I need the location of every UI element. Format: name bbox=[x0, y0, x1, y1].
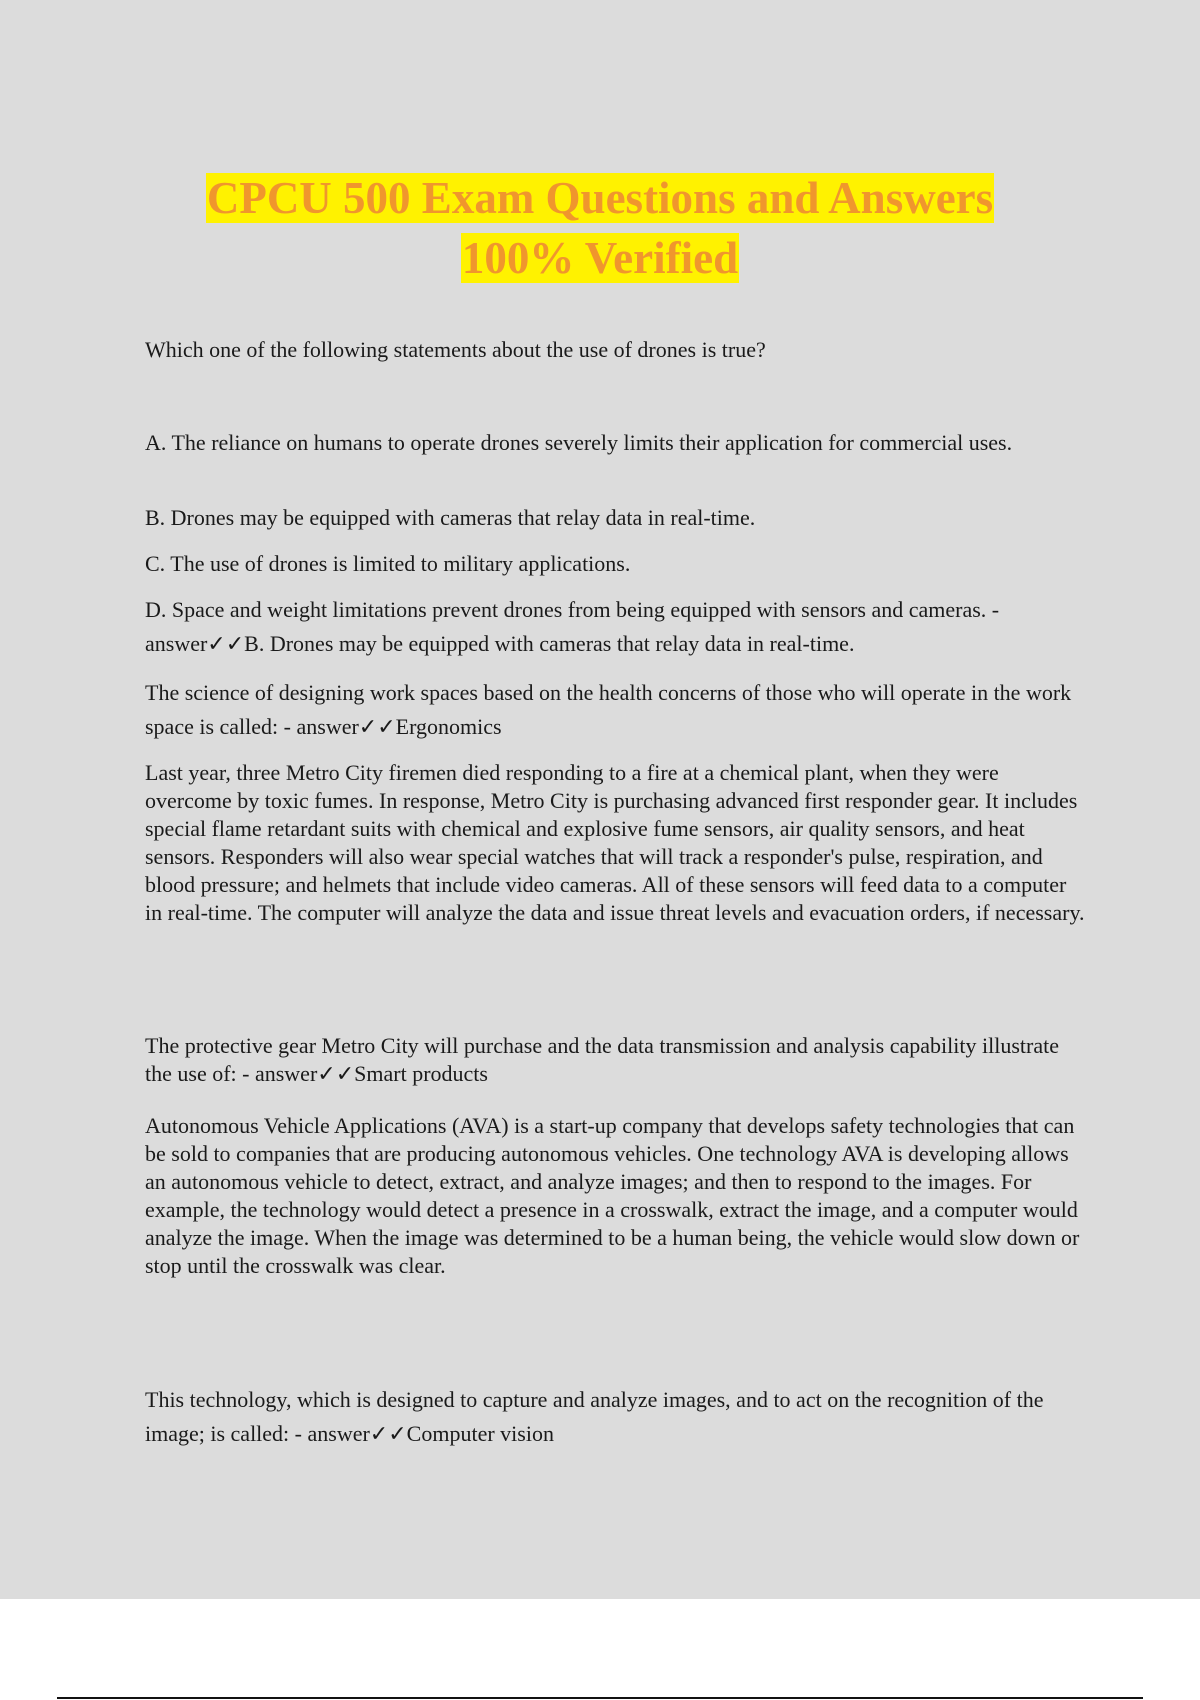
scenario-ava: Autonomous Vehicle Applications (AVA) is a start-up company that develops safety technologies that can be sold to companies that are producing autonomous vehicles. One technology AVA is developing allows an autonomous vehicle to detect, extract, and analyze images; and then to respond to the images. For example, the technology would detect a presence in a crosswalk, extract the image, and a computer would analyze the image. When the image was determined to be a human being, the vehicle would slow down or stop until the crosswalk was clear. bbox=[145, 1113, 1080, 1278]
question-3: The protective gear Metro City will purchase and the data transmission and analysis capability illustrate the use of: - answer✓✓Smart products bbox=[145, 1033, 1059, 1086]
question-1-stem: Which one of the following statements about the use of drones is true? bbox=[145, 337, 766, 362]
question-2: The science of designing work spaces based on the health concerns of those who will operate in the work space is called: - answer✓✓Ergonomics bbox=[145, 680, 1072, 739]
title-line-1: CPCU 500 Exam Questions and Answers bbox=[206, 173, 994, 223]
scenario-metro-city: Last year, three Metro City firemen died responding to a fire at a chemical plant, when they were overcome by toxic fumes. In response, Metro City is purchasing advanced first responder gear. It includes special flame retardant suits with chemical and explosive fume sensors, air quality sensors, and heat sensors. Responders will also wear special watches that will track a responder's pulse, respiration, and blood pressure; and helmets that include video cameras. All of these sensors will feed data to a computer in real-time. The computer will analyze the data and issue threat levels and evacuation orders, if necessary. bbox=[145, 760, 1085, 925]
footer-divider bbox=[57, 1697, 1143, 1699]
title-line-2: 100% Verified bbox=[461, 233, 739, 283]
question-1-option-c: C. The use of drones is limited to military applications. bbox=[145, 551, 631, 576]
question-4: This technology, which is designed to capture and analyze images, and to act on the recognition of the image; is called: - answer✓✓Computer vision bbox=[145, 1387, 1044, 1446]
question-1-option-b: B. Drones may be equipped with cameras that relay data in real-time. bbox=[145, 505, 756, 530]
document-title bbox=[0, 168, 1200, 288]
question-1-option-d-answer: D. Space and weight limitations prevent drones from being equipped with sensors and cameras. - answer✓✓B. Drones may be equipped with cameras that relay data in real-time. bbox=[145, 597, 1000, 656]
question-1-option-a: A. The reliance on humans to operate drones severely limits their application for commercial uses. bbox=[145, 430, 1013, 455]
